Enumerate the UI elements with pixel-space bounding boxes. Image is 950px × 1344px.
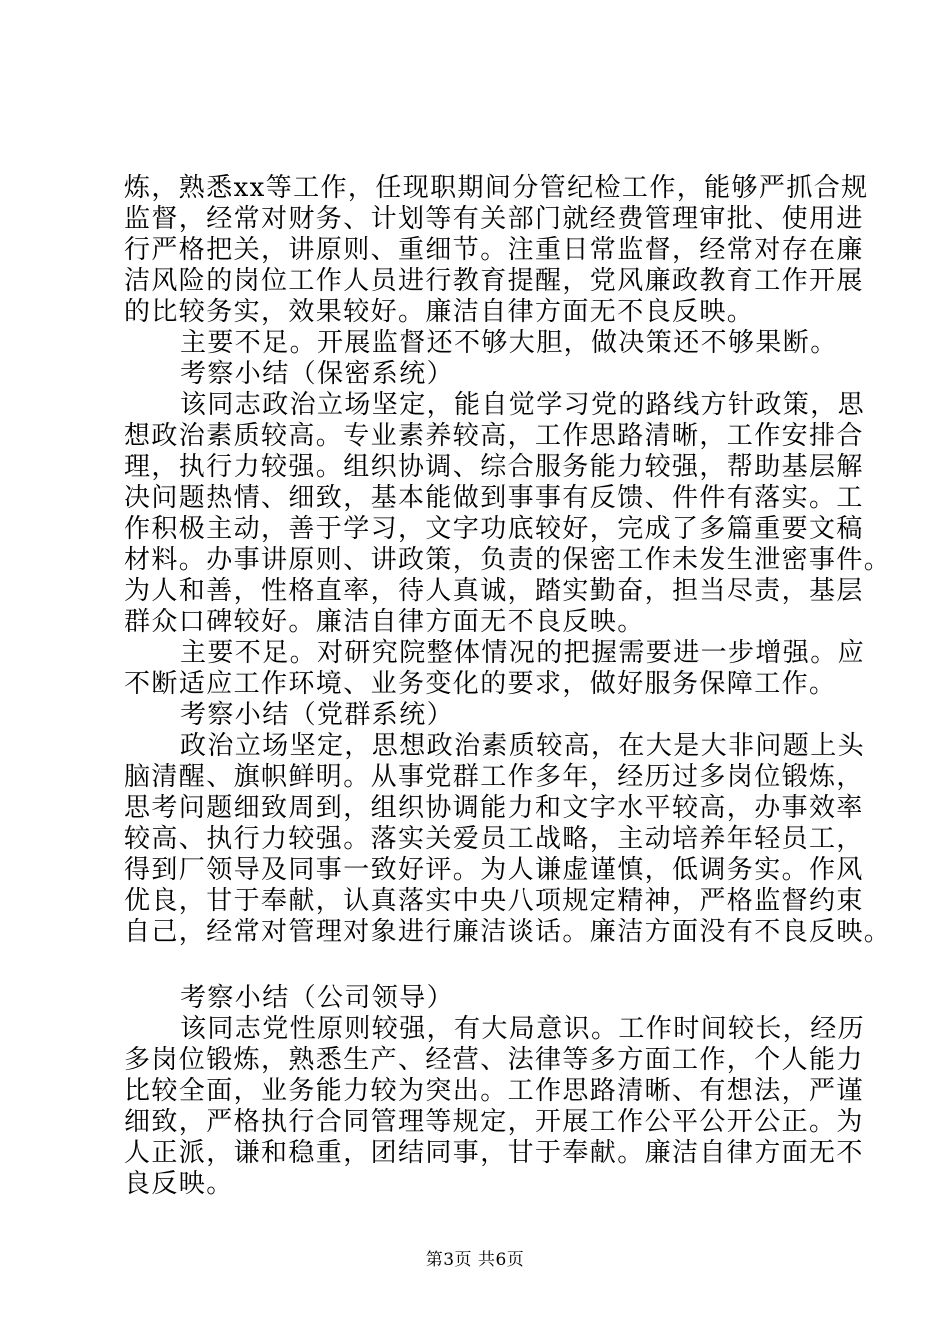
text-line: 想政治素质较高。专业素养较高，工作思路清晰，工作安排合	[124, 421, 864, 451]
text-line: 该同志政治立场坚定，能自觉学习党的路线方针政策，思	[180, 390, 866, 420]
paragraph-gap	[124, 948, 854, 983]
text-line: 为人和善，性格直率，待人真诚，踏实勤奋，担当尽责，基层	[124, 576, 864, 606]
text-line: 群众口碑较好。廉洁自律方面无不良反映。	[124, 607, 645, 637]
text-line: 主要不足。对研究院整体情况的把握需要进一步增强。应	[180, 638, 866, 668]
text-line: 决问题热情、细致，基本能做到事事有反馈、件件有落实。工	[124, 483, 864, 513]
text-line: 政治立场坚定，思想政治素质较高，在大是大非问题上头	[180, 731, 866, 761]
text-line: 考察小结（公司领导）	[180, 983, 455, 1013]
text-line: 脑清醒、旗帜鲜明。从事党群工作多年，经历过多岗位锻炼，	[124, 762, 864, 792]
text-line: 优良，甘于奉献，认真落实中央八项规定精神，严格监督约束	[124, 886, 864, 916]
text-line: 比较全面，业务能力较为突出。工作思路清晰、有想法，严谨	[124, 1076, 864, 1106]
text-line: 该同志党性原则较强，有大局意识。工作时间较长，经历	[180, 1014, 866, 1044]
text-line: 得到厂领导及同事一致好评。为人谦虚谨慎，低调务实。作风	[124, 855, 864, 885]
text-line: 炼，熟悉xx等工作，任现职期间分管纪检工作，能够严抓合规	[124, 173, 869, 203]
text-line: 主要不足。开展监督还不够大胆，做决策还不够果断。	[180, 328, 838, 358]
text-line: 较高、执行力较强。落实关爱员工战略，主动培养年轻员工，	[124, 824, 864, 854]
text-line: 理，执行力较强。组织协调、综合服务能力较强，帮助基层解	[124, 452, 864, 482]
text-line: 作积极主动，善于学习，文字功底较好，完成了多篇重要文稿	[124, 514, 864, 544]
page-footer: 第3页 共6页	[425, 1250, 525, 1270]
text-line: 不断适应工作环境、业务变化的要求，做好服务保障工作。	[124, 669, 837, 699]
text-line: 自己，经常对管理对象进行廉洁谈话。廉洁方面没有不良反映。	[124, 917, 892, 947]
text-line: 细致，严格执行合同管理等规定，开展工作公平公开公正。为	[124, 1107, 864, 1137]
text-line: 人正派，谦和稳重，团结同事，甘于奉献。廉洁自律方面无不	[124, 1138, 864, 1168]
text-line: 监督，经常对财务、计划等有关部门就经费管理审批、使用进	[124, 204, 864, 234]
text-line: 的比较务实，效果较好。廉洁自律方面无不良反映。	[124, 297, 755, 327]
text-line: 良反映。	[124, 1169, 234, 1199]
text-line: 材料。办事讲原则、讲政策，负责的保密工作未发生泄密事件。	[124, 545, 892, 575]
text-line: 行严格把关，讲原则、重细节。注重日常监督，经常对存在廉	[124, 235, 864, 265]
text-line: 洁风险的岗位工作人员进行教育提醒，党风廉政教育工作开展	[124, 266, 864, 296]
text-line: 多岗位锻炼，熟悉生产、经营、法律等多方面工作，个人能力	[124, 1045, 864, 1075]
text-line: 考察小结（保密系统）	[180, 359, 455, 389]
document-body	[124, 173, 892, 1200]
text-line: 考察小结（党群系统）	[180, 700, 455, 730]
text-line: 思考问题细致周到，组织协调能力和文字水平较高，办事效率	[124, 793, 864, 823]
